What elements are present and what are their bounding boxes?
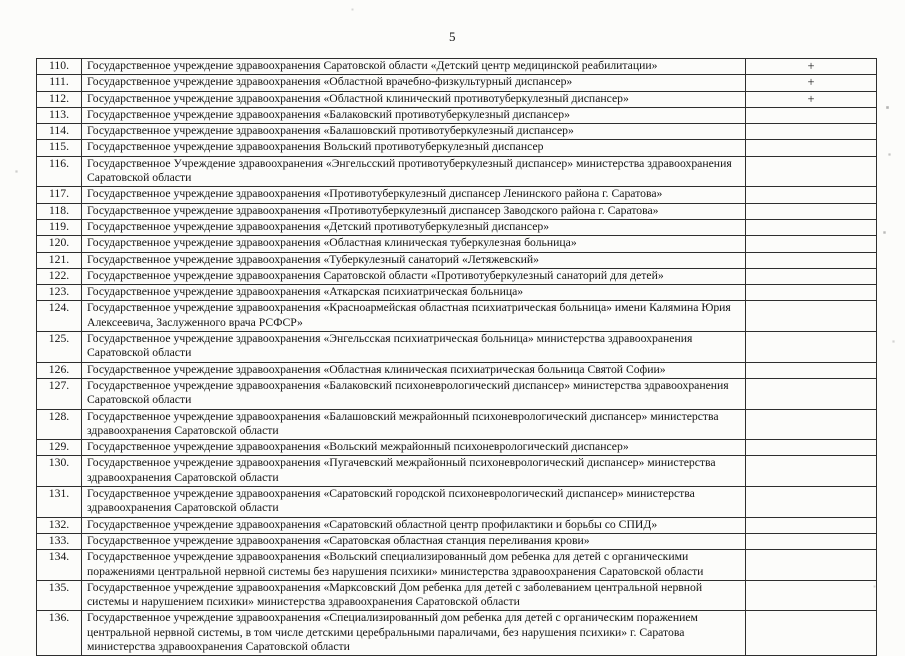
table-row [37, 580, 877, 611]
table-row [37, 517, 877, 533]
row-number-cell: 130. [37, 456, 82, 487]
row-mark-cell [746, 219, 877, 235]
row-number-cell: 114. [37, 124, 82, 140]
row-mark-cell: + [746, 59, 877, 75]
page-number: 5 [449, 29, 456, 44]
table-row [37, 456, 877, 487]
table-row [37, 124, 877, 140]
row-mark-cell [746, 301, 877, 332]
row-number-cell: 122. [37, 268, 82, 284]
row-number-cell: 126. [37, 362, 82, 378]
row-number-cell: 123. [37, 285, 82, 301]
row-number-cell: 119. [37, 219, 82, 235]
row-number-cell: 129. [37, 440, 82, 456]
scan-artifacts [0, 0, 1, 1]
row-institution-cell: Государственное учреждение здравоохранения «Саратовская областная станция переливания крови» [82, 533, 746, 549]
row-mark-cell [746, 332, 877, 363]
table-row [37, 75, 877, 91]
table-row [37, 91, 877, 107]
row-mark-cell [746, 487, 877, 518]
row-number-cell: 127. [37, 378, 82, 409]
row-institution-cell: Государственное учреждение здравоохранения «Областной клинический противотуберкулезный диспансер» [82, 91, 746, 107]
row-number-cell: 125. [37, 332, 82, 363]
row-mark-cell [746, 440, 877, 456]
row-number-cell: 124. [37, 301, 82, 332]
row-institution-cell: Государственное учреждение здравоохранения «Детский противотуберкулезный диспансер» [82, 219, 746, 235]
row-mark-cell [746, 236, 877, 252]
table-row [37, 203, 877, 219]
row-mark-cell: + [746, 91, 877, 107]
row-mark-cell [746, 156, 877, 187]
row-mark-cell [746, 285, 877, 301]
row-institution-cell: Государственное учреждение здравоохранения «Туберкулезный санаторий «Летяжевский» [82, 252, 746, 268]
row-institution-cell: Государственное учреждение здравоохранения «Специализированный дом ребенка для детей с органическим поражением центральной нервной системы, в том числе детскими церебральными параличами, без нарушения психики» г. Саратова министерства здравоохранения Саратовской области [82, 611, 746, 656]
row-institution-cell: Государственное учреждение здравоохранения «Марксовский Дом ребенка для детей с заболеванием центральной нервной системы и нарушением психики» министерства здравоохранения Саратовской области [82, 580, 746, 611]
row-number-cell: 118. [37, 203, 82, 219]
row-mark-cell [746, 409, 877, 440]
row-number-cell: 117. [37, 187, 82, 203]
table-row [37, 332, 877, 363]
row-number-cell: 132. [37, 517, 82, 533]
row-number-cell: 136. [37, 611, 82, 656]
row-number-cell: 131. [37, 487, 82, 518]
row-institution-cell: Государственное учреждение здравоохранения «Вольский межрайонный психоневрологический диспансер» [82, 440, 746, 456]
row-institution-cell: Государственное учреждение здравоохранения «Саратовский областной центр профилактики и борьбы со СПИД» [82, 517, 746, 533]
row-institution-cell: Государственное учреждение здравоохранения «Противотуберкулезный диспансер Заводского района г. Саратова» [82, 203, 746, 219]
table-row [37, 362, 877, 378]
row-mark-cell [746, 252, 877, 268]
table-row [37, 487, 877, 518]
row-institution-cell: Государственное учреждение здравоохранения Вольский противотуберкулезный диспансер [82, 140, 746, 156]
row-mark-cell [746, 203, 877, 219]
table-row [37, 611, 877, 656]
table-row [37, 187, 877, 203]
row-institution-cell: Государственное учреждение здравоохранения Саратовской области «Противотуберкулезный санаторий для детей» [82, 268, 746, 284]
table-row [37, 285, 877, 301]
row-number-cell: 135. [37, 580, 82, 611]
row-number-cell: 110. [37, 59, 82, 75]
row-number-cell: 116. [37, 156, 82, 187]
table-row [37, 107, 877, 123]
institutions-table-body [37, 59, 877, 656]
row-mark-cell [746, 580, 877, 611]
table-row [37, 550, 877, 581]
table-row [37, 409, 877, 440]
row-institution-cell: Государственное учреждение здравоохранения «Балаковский психоневрологический диспансер» министерства здравоохранения Саратовской области [82, 378, 746, 409]
row-institution-cell: Государственное учреждение здравоохранения «Вольский специализированный дом ребенка для детей с органическими поражениями центральной нервной системы без нарушения психики» министерства здравоохранения Саратовской области [82, 550, 746, 581]
row-number-cell: 111. [37, 75, 82, 91]
row-institution-cell: Государственное учреждение здравоохранения «Балашовский противотуберкулезный диспансер» [82, 124, 746, 140]
row-mark-cell [746, 456, 877, 487]
row-number-cell: 113. [37, 107, 82, 123]
row-institution-cell: Государственное учреждение здравоохранения «Областной врачебно-физкультурный диспансер» [82, 75, 746, 91]
row-mark-cell [746, 517, 877, 533]
row-institution-cell: Государственное учреждение здравоохранения «Областная клиническая туберкулезная больница» [82, 236, 746, 252]
row-institution-cell: Государственное учреждение здравоохранения «Балашовский межрайонный психоневрологический диспансер» министерства здравоохранения Саратовской области [82, 409, 746, 440]
table-row [37, 378, 877, 409]
table-row [37, 156, 877, 187]
row-mark-cell: + [746, 75, 877, 91]
row-number-cell: 133. [37, 533, 82, 549]
row-mark-cell [746, 378, 877, 409]
row-mark-cell [746, 107, 877, 123]
row-institution-cell: Государственное учреждение здравоохранения «Областная клиническая психиатрическая больница Святой Софии» [82, 362, 746, 378]
row-institution-cell: Государственное учреждение здравоохранения «Саратовский городской психоневрологический диспансер» министерства здравоохранения Саратовской области [82, 487, 746, 518]
row-number-cell: 112. [37, 91, 82, 107]
row-institution-cell: Государственное учреждение здравоохранения «Энгельсская психиатрическая больница» министерства здравоохранения Саратовской области [82, 332, 746, 363]
table-row [37, 440, 877, 456]
table-row [37, 268, 877, 284]
row-institution-cell: Государственное учреждение здравоохранения «Балаковский противотуберкулезный диспансер» [82, 107, 746, 123]
table-row [37, 301, 877, 332]
row-mark-cell [746, 611, 877, 656]
row-institution-cell: Государственное учреждение здравоохранения «Пугачевский межрайонный психоневрологический диспансер» министерства здравоохранения Саратовской области [82, 456, 746, 487]
table-row [37, 140, 877, 156]
row-institution-cell: Государственное учреждение здравоохранения «Противотуберкулезный диспансер Ленинского района г. Саратова» [82, 187, 746, 203]
row-number-cell: 134. [37, 550, 82, 581]
table-row [37, 252, 877, 268]
row-mark-cell [746, 362, 877, 378]
row-mark-cell [746, 533, 877, 549]
row-institution-cell: Государственное учреждение здравоохранения Саратовской области «Детский центр медицинской реабилитации» [82, 59, 746, 75]
row-institution-cell: Государственное Учреждение здравоохранения «Энгельсский противотуберкулезный диспансер» министерства здравоохранения Саратовской области [82, 156, 746, 187]
row-mark-cell [746, 187, 877, 203]
row-institution-cell: Государственное учреждение здравоохранения «Аткарская психиатрическая больница» [82, 285, 746, 301]
row-institution-cell: Государственное учреждение здравоохранения «Красноармейская областная психиатрическая больница» имени Калямина Юрия Алексеевича, Заслуженного врача РСФСР» [82, 301, 746, 332]
institutions-table [36, 58, 877, 656]
row-mark-cell [746, 140, 877, 156]
row-mark-cell [746, 268, 877, 284]
row-number-cell: 121. [37, 252, 82, 268]
row-mark-cell [746, 550, 877, 581]
table-row [37, 219, 877, 235]
row-number-cell: 115. [37, 140, 82, 156]
table-row [37, 533, 877, 549]
row-number-cell: 120. [37, 236, 82, 252]
table-row [37, 236, 877, 252]
row-mark-cell [746, 124, 877, 140]
table-row [37, 59, 877, 75]
row-number-cell: 128. [37, 409, 82, 440]
